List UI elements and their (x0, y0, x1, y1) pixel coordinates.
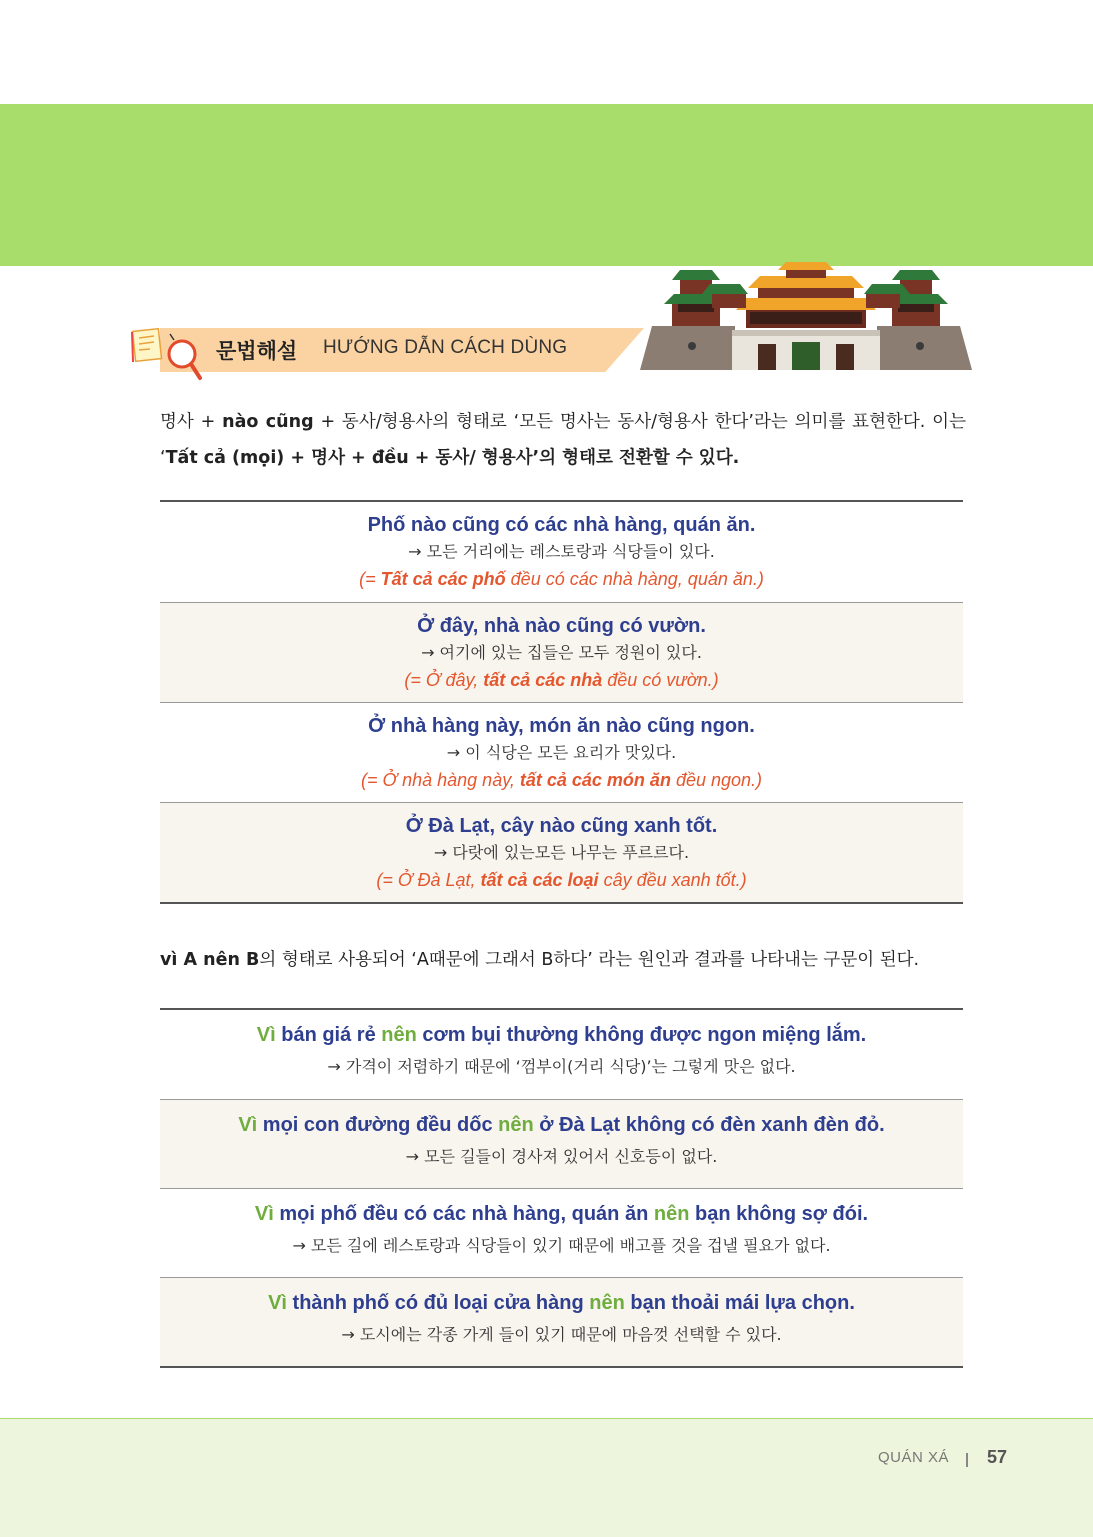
eq-text: (= Ở đây, (404, 670, 484, 690)
example-table-vi-nen (160, 1008, 963, 1368)
eq-text: (= (359, 569, 381, 589)
example-row (160, 1188, 963, 1277)
example-korean: → 다랏에 있는모든 나무는 푸르르다. (433, 843, 690, 862)
eq-bold: tất cả các loại (480, 870, 599, 890)
clause-cause: mọi con đường đều dốc (257, 1114, 499, 1136)
example-korean: → 모든 길들이 경사져 있어서 신호등이 없다. (405, 1147, 718, 1166)
notes-magnifier-icon (130, 326, 202, 382)
connector-vi: Vì (254, 1203, 274, 1225)
page-number: 57 (987, 1447, 1008, 1467)
example-row (160, 1099, 963, 1188)
intro-text: 의 형태로 사용되어 ‘A때문에 그래서 B하다’ 라는 원인과 결과를 나타내는 구문이 된다. (259, 950, 920, 970)
connector-nen: nên (381, 1024, 417, 1046)
example-vietnamese (160, 1111, 963, 1139)
example-row (160, 702, 963, 802)
example-vietnamese: Ở đây, nhà nào cũng có vườn. (417, 615, 706, 637)
connector-nen: nên (589, 1292, 625, 1314)
example-vietnamese (160, 1289, 963, 1317)
example-korean: → 가격이 저렴하기 때문에 ‘껌부이(거리 식당)’는 그렇게 맛은 없다. (327, 1057, 796, 1076)
example-vietnamese: Ở nhà hàng này, món ăn nào cũng ngon. (368, 715, 755, 737)
page-footer (0, 1418, 1093, 1537)
eq-text: đều có các nhà hàng, quán ăn.) (505, 569, 764, 589)
eq-text: (= Ở Đà Lạt, (376, 870, 481, 890)
example-equivalent (160, 565, 963, 593)
example-korean: → 여기에 있는 집들은 모두 정원이 있다. (421, 643, 702, 662)
section-title-vi: HƯỚNG DẪN CÁCH DÙNG (323, 337, 568, 358)
example-korean: → 이 식당은 모든 요리가 맛있다. (446, 743, 677, 762)
example-table-nao-cung (160, 500, 963, 904)
example-row (160, 502, 963, 602)
example-korean: → 도시에는 각종 가게 들이 있기 때문에 마음껏 선택할 수 있다. (341, 1325, 782, 1344)
eq-text: (= Ở nhà hàng này, (360, 770, 520, 790)
intro-bold: vì A nên B (160, 950, 260, 970)
connector-vi: Vì (238, 1114, 258, 1136)
eq-bold: Tất cả các phố (380, 569, 506, 589)
top-banner (0, 104, 1093, 266)
example-korean: → 모든 거리에는 레스토랑과 식당들이 있다. (408, 542, 715, 561)
example-korean: → 모든 길에 레스토랑과 식당들이 있기 때문에 배고플 것을 겁낼 필요가 없다. (292, 1236, 831, 1255)
clause-result: ở Đà Lạt không có đèn xanh đèn đỏ. (533, 1114, 885, 1136)
example-vietnamese (160, 1200, 963, 1228)
example-row (160, 802, 963, 902)
connector-vi: Vì (256, 1024, 276, 1046)
section-title-ko: 문법해설 (216, 339, 298, 363)
clause-cause: bán giá rẻ (275, 1024, 382, 1046)
clause-result: bạn thoải mái lựa chọn. (624, 1292, 855, 1314)
eq-text: đều ngon.) (670, 770, 763, 790)
intro-paragraph-2 (160, 942, 966, 978)
intro-text: 명사 + (160, 412, 223, 432)
example-equivalent (160, 866, 963, 894)
footer-chapter: QUÁN XÁ (878, 1449, 950, 1466)
eq-text: đều có vườn.) (602, 670, 719, 690)
example-row (160, 1010, 963, 1099)
connector-vi: Vì (268, 1292, 287, 1314)
example-vietnamese (160, 1021, 963, 1049)
clause-cause: thành phố có đủ loại cửa hàng (287, 1292, 590, 1314)
example-row (160, 602, 963, 702)
intro-bold: nào cũng (222, 412, 314, 432)
eq-bold: tất cả các nhà (483, 670, 603, 690)
intro-bold: Tất cả (mọi) + 명사 + đều + 동사/ 형용사’의 형태로 전환할 수 있다. (165, 448, 740, 468)
intro-text: + 동사/형용사의 형태로 ‘모든 명사는 동사/형용사 한다’라는 의미를 표현한다. 이는 ‘ (160, 412, 966, 468)
connector-nen: nên (498, 1114, 534, 1136)
intro-paragraph-1 (160, 404, 966, 476)
connector-nen: nên (653, 1203, 690, 1225)
clause-result: cơm bụi thường không được ngon miệng lắm. (416, 1024, 867, 1046)
section-header (130, 326, 650, 382)
example-equivalent (160, 766, 963, 794)
example-row (160, 1277, 963, 1366)
example-vietnamese: Ở Đà Lạt, cây nào cũng xanh tốt. (405, 815, 718, 837)
eq-text: cây đều xanh tốt.) (598, 870, 747, 890)
palace-illustration (640, 254, 972, 370)
clause-result: bạn không sợ đói. (689, 1203, 869, 1225)
example-equivalent (160, 666, 963, 694)
clause-cause: mọi phố đều có các nhà hàng, quán ăn (273, 1203, 654, 1225)
footer-separator (966, 1453, 968, 1467)
eq-bold: tất cả các món ăn (519, 770, 671, 790)
example-vietnamese: Phố nào cũng có các nhà hàng, quán ăn. (367, 514, 756, 536)
